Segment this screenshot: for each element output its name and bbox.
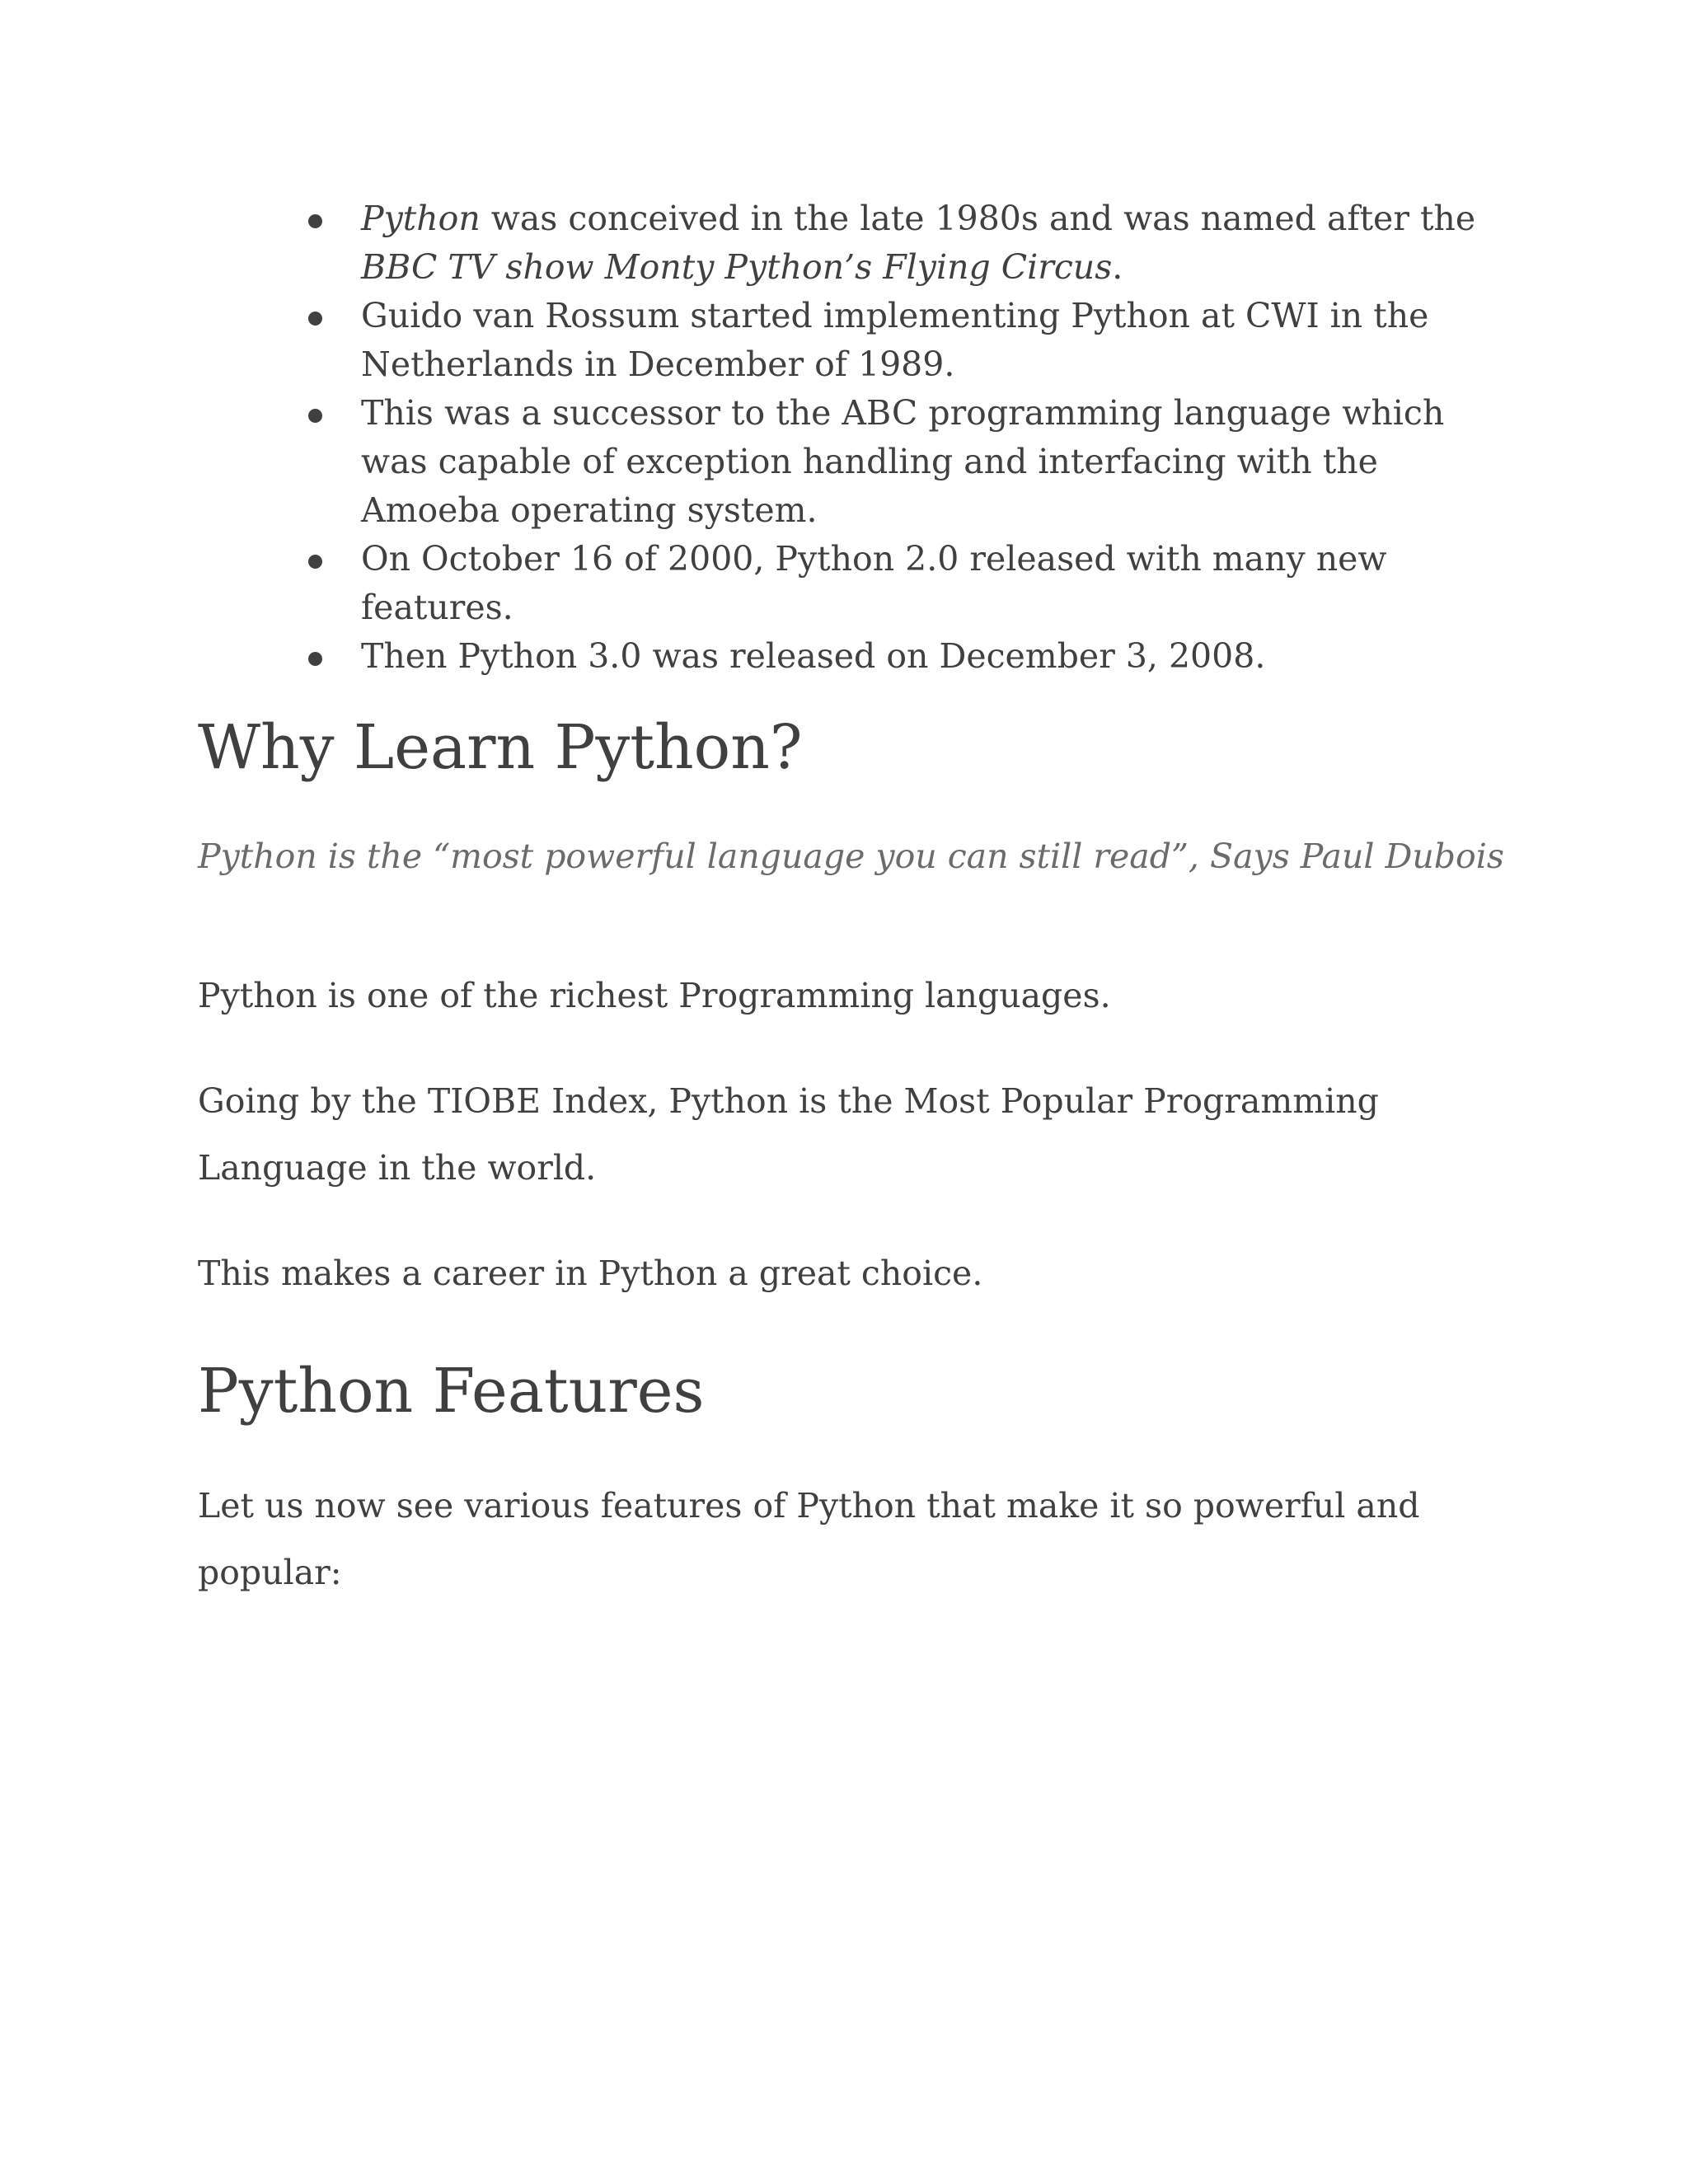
list-item <box>307 389 1477 535</box>
features-intro-paragraph: Let us now see various features of Python that make it so powerful and popular: <box>198 1486 1420 1592</box>
career-paragraph: This makes a career in Python a great choice. <box>198 1254 983 1293</box>
bullet-icon <box>308 555 322 569</box>
bullet-icon <box>308 214 322 228</box>
show-name-emphasis: BBC TV show Monty Python’s Flying Circus <box>361 247 1113 287</box>
list-item-text: Then Python 3.0 was released on December 3, 2008. <box>361 636 1266 676</box>
bullet-icon <box>308 652 322 666</box>
list-item-tail: . <box>1112 247 1123 287</box>
bullet-icon <box>308 409 322 423</box>
list-item-text: This was a successor to the ABC programming language which was capable of exception handling and interfacing with the Amoeba operating system. <box>361 393 1445 530</box>
list-item-text: On October 16 of 2000, Python 2.0 released with many new features. <box>361 539 1387 627</box>
richest-language-paragraph: Python is one of the richest Programming languages. <box>198 976 1111 1015</box>
list-item-text: Guido van Rossum started implementing Python at CWI in the Netherlands in December of 1989. <box>361 296 1429 384</box>
list-item <box>307 632 1477 681</box>
list-item <box>307 535 1477 632</box>
bullet-icon <box>308 312 322 326</box>
tiobe-paragraph: Going by the TIOBE Index, Python is the Most Popular Programming Language in the world. <box>198 1081 1379 1188</box>
list-item-text <box>361 194 1477 292</box>
python-emphasis: Python <box>361 199 481 238</box>
why-learn-heading: Why Learn Python? <box>198 712 803 783</box>
features-heading: Python Features <box>198 1356 705 1427</box>
dubois-quote: Python is the “most powerful language you can still read”, Says Paul Dubois <box>198 837 1504 876</box>
python-history-list <box>307 194 1477 681</box>
list-item <box>307 292 1477 389</box>
list-item-body: was conceived in the late 1980s and was named after the <box>480 199 1476 238</box>
list-item <box>307 194 1477 292</box>
